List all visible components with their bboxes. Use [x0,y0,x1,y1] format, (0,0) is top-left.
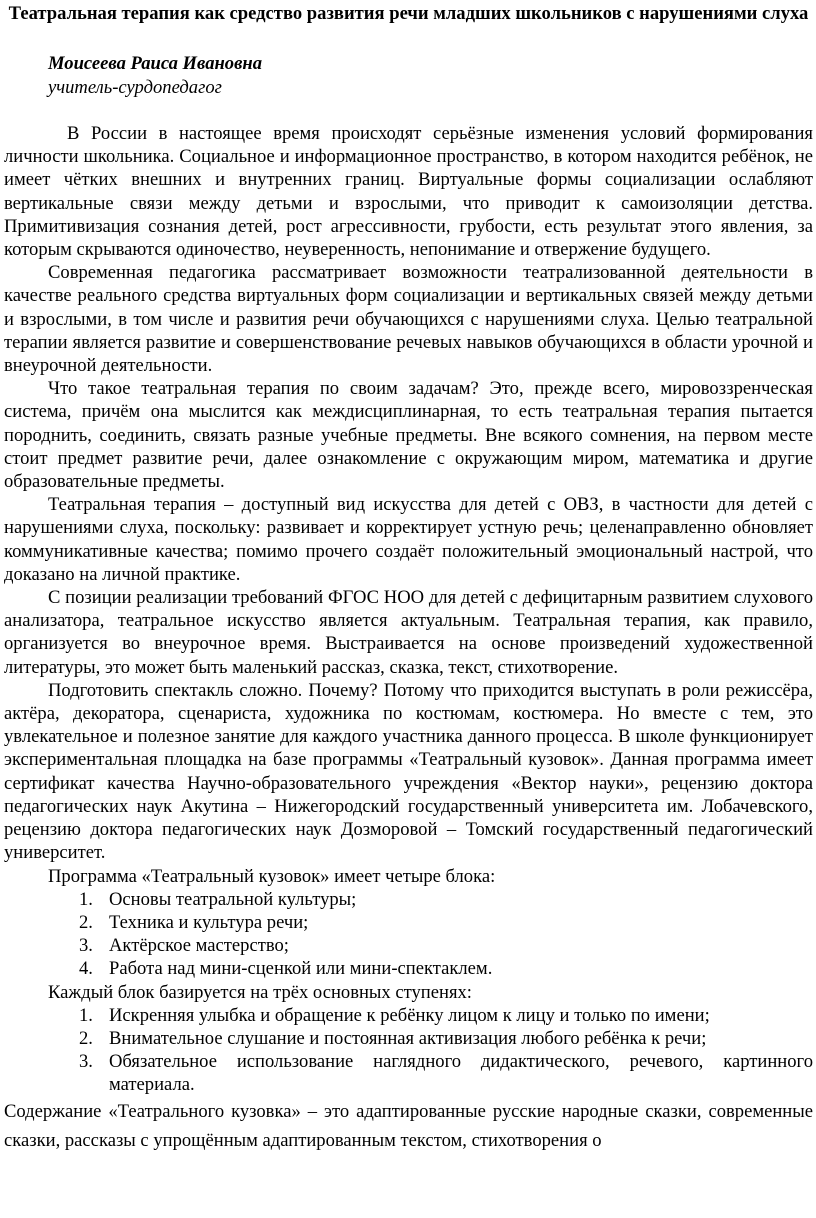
document-body [4,122,813,1155]
paragraph-5: С позиции реализации требований ФГОС НОО для детей с дефицитарным развитием слухового анализатора, театральное искусство является актуальным. Театральная терапия, как правило, организуется во внеурочное время. Выстраивается на основе произведений художественной литературы, это может быть маленький рассказ, сказка, текст, стихотворение. [4,587,813,678]
blocks-intro: Программа «Театральный кузовок» имеет четыре блока: [48,865,496,887]
author-role: учитель-сурдопедагог [48,77,222,98]
list-item: Обязательное использование наглядного дидактического, речевого, картинного материала. [109,1051,813,1096]
document-title: Театральная терапия как средство развития речи младших школьников с нарушениями слуха [8,3,809,24]
author-block [4,52,813,100]
list-item: Основы театральной культуры; [109,888,357,910]
list-item: Искренняя улыбка и обращение к ребёнку лицом к лицу и только по имени; [109,1004,710,1026]
author-name: Моисеева Раиса Ивановна [48,53,263,74]
paragraph-4: Театральная терапия – доступный вид искусства для детей с ОВЗ, в частности для детей с нарушениями слуха, поскольку: развивает и корректирует устную речь; целенаправленно обновляет коммуникативные качества; помимо прочего создаёт положительный эмоциональный настрой, что доказано на личной практике. [4,494,813,585]
paragraph-2: Современная педагогика рассматривает возможности театрализованной деятельности в качестве реального средства виртуальных форм социализации и вертикальных связей между детьми и взрослыми, в том числе и развития речи обучающихся с нарушениями слуха. Целью театральной терапии является развитие и совершенствование речевых навыков обучающихся в области урочной и внеурочной деятельности. [4,262,813,377]
list-item: Внимательное слушание и постоянная активизация любого ребёнка к речи; [109,1027,707,1049]
list-item: Техника и культура речи; [109,911,309,933]
list-item: Актёрское мастерство; [109,935,289,957]
list-item: Работа над мини-сценкой или мини-спектаклем. [109,958,493,980]
steps-list [4,1004,813,1097]
closing-paragraph: Содержание «Театрального кузовка» – это адаптированные русские народные сказки, современные сказки, рассказы с упрощённым адаптированным текстом, стихотворения о [4,1100,813,1151]
blocks-list [4,888,813,981]
paragraph-3: Что такое театральная терапия по своим задачам? Это, прежде всего, мировоззренческая система, причём она мыслится как междисциплинарная, то есть театральная терапия пытается породнить, соединить, связать разные учебные предметы. Вне всякого сомнения, на первом месте стоит предмет развитие речи, далее ознакомление с окружающим миром, математика и другие образовательные предметы. [4,378,813,493]
steps-intro: Каждый блок базируется на трёх основных ступенях: [48,981,472,1003]
paragraph-1: В России в настоящее время происходят серьёзные изменения условий формирования личности школьника. Социальное и информационное пространство, в котором находится ребёнок, не имеет чётких внешних и внутренних границ. Виртуальные формы социализации ослабляют вертикальные связи между детьми и взрослыми, что приводит к самоизоляции детства. Примитивизация сознания детей, рост агрессивности, грубости, есть результат этого явления, за которым скрываются одиночество, неуверенность, непонимание и отвержение будущего. [4,123,813,261]
paragraph-6: Подготовить спектакль сложно. Почему? Потому что приходится выступать в роли режиссёра, актёра, декоратора, сценариста, художника по костюмам, костюмера. Но вместе с тем, это увлекательное и полезное занятие для каждого участника данного процесса. В школе функционирует экспериментальная площадка на базе программы «Театральный кузовок». Данная программа имеет сертификат качества Научно-образовательного учреждения «Вектор науки», рецензию доктора педагогических наук Акутина – Нижегородский государственный университета им. Лобачевского, рецензию доктора педагогических наук Дозморовой – Томский государственный педагогический университет. [4,679,813,864]
